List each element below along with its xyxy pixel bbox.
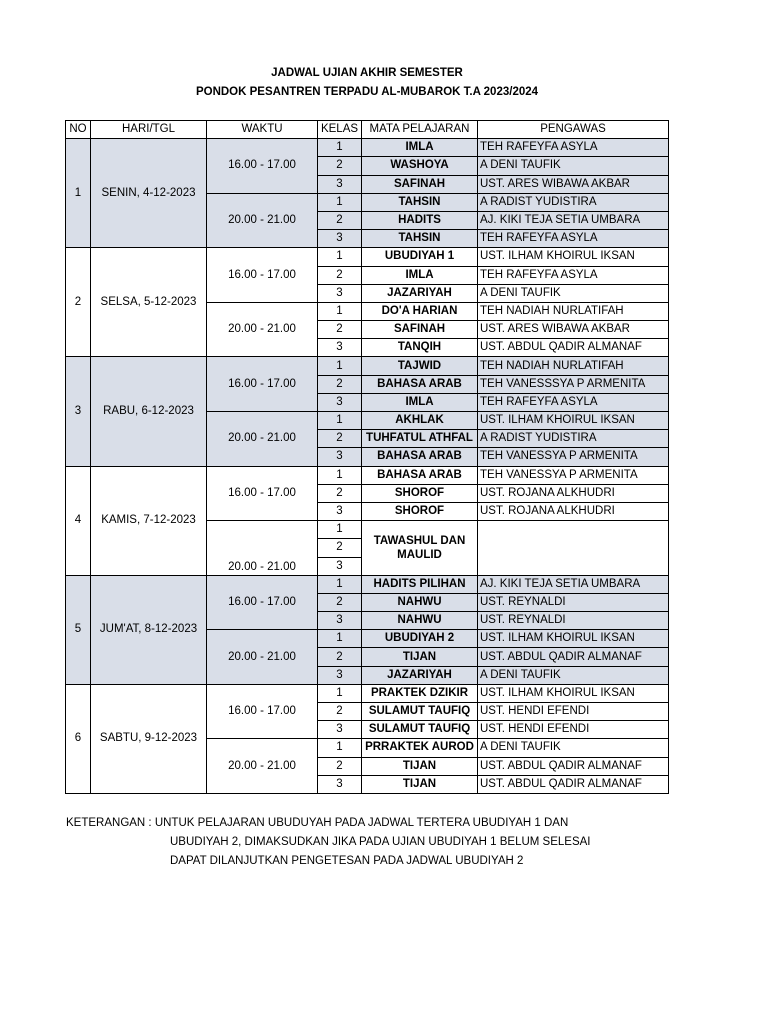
proctor-name: A RADIST YUDISTIRA	[478, 193, 669, 211]
document-subtitle: PONDOK PESANTREN TERPADU AL-MUBAROK T.A 2023/2024	[195, 86, 539, 98]
note-line: DAPAT DILANJUTKAN PENGETESAN PADA JADWAL UBUDIYAH 2	[170, 855, 524, 867]
subject-name: NAHWU	[362, 593, 478, 611]
subject-name: WASHOYA	[362, 157, 478, 175]
subject-name: TUHFATUL ATHFAL	[362, 430, 478, 448]
day-date: SABTU, 9-12-2023	[91, 684, 207, 793]
proctor-name	[478, 521, 669, 576]
class-number: 3	[318, 502, 362, 520]
document-title: JADWAL UJIAN AKHIR SEMESTER	[271, 67, 463, 79]
session-time: 20.00 - 21.00	[207, 739, 318, 794]
proctor-name: UST. ILHAM KHOIRUL IKSAN	[478, 684, 669, 702]
subject-name: BAHASA ARAB	[362, 448, 478, 466]
session-time: 20.00 - 21.00	[207, 302, 318, 357]
class-number: 3	[318, 557, 362, 575]
header-class: KELAS	[318, 121, 362, 139]
subject-name: PRAKTEK DZIKIR	[362, 684, 478, 702]
class-number: 1	[318, 739, 362, 757]
class-number: 1	[318, 302, 362, 320]
session-time: 16.00 - 17.00	[207, 357, 318, 412]
day-date: KAMIS, 7-12-2023	[91, 466, 207, 575]
session-time: 16.00 - 17.00	[207, 248, 318, 303]
header-day-date: HARI/TGL	[91, 121, 207, 139]
table-row	[66, 139, 669, 157]
subject-name: TIJAN	[362, 648, 478, 666]
day-date: JUM'AT, 8-12-2023	[91, 575, 207, 684]
proctor-name: A RADIST YUDISTIRA	[478, 430, 669, 448]
note-line: KETERANGAN : UNTUK PELAJARAN UBUDUYAH PADA JADWAL TERTERA UBUDIYAH 1 DAN	[66, 817, 569, 829]
class-number: 2	[318, 321, 362, 339]
day-number: 1	[66, 139, 91, 248]
class-number: 3	[318, 721, 362, 739]
subject-name: JAZARIYAH	[362, 284, 478, 302]
proctor-name: UST. HENDI EFENDI	[478, 703, 669, 721]
proctor-name: UST. ILHAM KHOIRUL IKSAN	[478, 412, 669, 430]
proctor-name: UST. ABDUL QADIR ALMANAF	[478, 339, 669, 357]
session-time: 20.00 - 21.00	[207, 630, 318, 685]
day-date: RABU, 6-12-2023	[91, 357, 207, 466]
table-header-row	[66, 121, 669, 139]
subject-name: BAHASA ARAB	[362, 375, 478, 393]
subject-name: UBUDIYAH 1	[362, 248, 478, 266]
subject-name: TAJWID	[362, 357, 478, 375]
subject-name: DO'A HARIAN	[362, 302, 478, 320]
day-number: 4	[66, 466, 91, 575]
proctor-name: A DENI TAUFIK	[478, 157, 669, 175]
subject-name: IMLA	[362, 139, 478, 157]
class-number: 1	[318, 139, 362, 157]
session-time: 16.00 - 17.00	[207, 466, 318, 521]
class-number: 2	[318, 157, 362, 175]
proctor-name: UST. ROJANA ALKHUDRI	[478, 502, 669, 520]
subject-name: NAHWU	[362, 612, 478, 630]
class-number: 3	[318, 775, 362, 793]
subject-name: SAFINAH	[362, 321, 478, 339]
proctor-name: TEH RAFEYFA ASYLA	[478, 230, 669, 248]
day-date: SELSA, 5-12-2023	[91, 248, 207, 357]
class-number: 3	[318, 339, 362, 357]
class-number: 2	[318, 539, 362, 557]
subject-name: SULAMUT TAUFIQ	[362, 721, 478, 739]
class-number: 2	[318, 266, 362, 284]
proctor-name: TEH RAFEYFA ASYLA	[478, 266, 669, 284]
class-number: 1	[318, 193, 362, 211]
class-number: 1	[318, 575, 362, 593]
table-row	[66, 466, 669, 484]
subject-name: TAHSIN	[362, 230, 478, 248]
notes-section	[66, 814, 591, 871]
header-no: NO	[66, 121, 91, 139]
proctor-name: AJ. KIKI TEJA SETIA UMBARA	[478, 575, 669, 593]
proctor-name: UST. ROJANA ALKHUDRI	[478, 484, 669, 502]
subject-name: SULAMUT TAUFIQ	[362, 703, 478, 721]
class-number: 1	[318, 357, 362, 375]
note-line: UBUDIYAH 2, DIMAKSUDKAN JIKA PADA UJIAN UBUDIYAH 1 BELUM SELESAI	[170, 836, 591, 848]
class-number: 1	[318, 684, 362, 702]
subject-name: JAZARIYAH	[362, 666, 478, 684]
class-number: 2	[318, 211, 362, 229]
session-time: 20.00 - 21.00	[207, 521, 318, 576]
table-row	[66, 575, 669, 593]
subject-name: TIJAN	[362, 757, 478, 775]
session-time: 16.00 - 17.00	[207, 139, 318, 194]
day-number: 6	[66, 684, 91, 793]
proctor-name: UST. ABDUL QADIR ALMANAF	[478, 648, 669, 666]
day-number: 3	[66, 357, 91, 466]
subject-name: SHOROF	[362, 484, 478, 502]
proctor-name: UST. ARES WIBAWA AKBAR	[478, 175, 669, 193]
day-number: 2	[66, 248, 91, 357]
proctor-name: UST. ARES WIBAWA AKBAR	[478, 321, 669, 339]
merged-subject: TAWASHUL DAN MAULID	[362, 521, 478, 576]
proctor-name: UST. ILHAM KHOIRUL IKSAN	[478, 630, 669, 648]
class-number: 3	[318, 230, 362, 248]
header-time: WAKTU	[207, 121, 318, 139]
subject-name: PRRAKTEK AUROD	[362, 739, 478, 757]
proctor-name: TEH VANESSYA P ARMENITA	[478, 466, 669, 484]
table-row	[66, 684, 669, 702]
class-number: 2	[318, 430, 362, 448]
day-number: 5	[66, 575, 91, 684]
proctor-name: TEH RAFEYFA ASYLA	[478, 393, 669, 411]
subject-name: HADITS	[362, 211, 478, 229]
proctor-name: UST. REYNALDI	[478, 612, 669, 630]
table-row	[66, 357, 669, 375]
class-number: 1	[318, 521, 362, 539]
session-time: 16.00 - 17.00	[207, 684, 318, 739]
subject-name: TANQIH	[362, 339, 478, 357]
class-number: 3	[318, 393, 362, 411]
class-number: 3	[318, 284, 362, 302]
class-number: 2	[318, 484, 362, 502]
proctor-name: UST. REYNALDI	[478, 593, 669, 611]
class-number: 2	[318, 375, 362, 393]
class-number: 3	[318, 612, 362, 630]
header-proctor: PENGAWAS	[478, 121, 669, 139]
class-number: 1	[318, 248, 362, 266]
subject-name: UBUDIYAH 2	[362, 630, 478, 648]
proctor-name: UST. ABDUL QADIR ALMANAF	[478, 775, 669, 793]
subject-name: TIJAN	[362, 775, 478, 793]
class-number: 2	[318, 757, 362, 775]
proctor-name: UST. ILHAM KHOIRUL IKSAN	[478, 248, 669, 266]
subject-name: IMLA	[362, 266, 478, 284]
proctor-name: A DENI TAUFIK	[478, 284, 669, 302]
class-number: 1	[318, 466, 362, 484]
exam-schedule-table	[65, 120, 669, 794]
session-time: 20.00 - 21.00	[207, 412, 318, 467]
proctor-name: A DENI TAUFIK	[478, 666, 669, 684]
subject-name: AKHLAK	[362, 412, 478, 430]
proctor-name: AJ. KIKI TEJA SETIA UMBARA	[478, 211, 669, 229]
class-number: 1	[318, 412, 362, 430]
class-number: 1	[318, 630, 362, 648]
class-number: 2	[318, 648, 362, 666]
session-time: 20.00 - 21.00	[207, 193, 318, 248]
schedule-body	[66, 139, 669, 794]
subject-name: IMLA	[362, 393, 478, 411]
table-row	[66, 248, 669, 266]
subject-name: SAFINAH	[362, 175, 478, 193]
proctor-name: TEH VANESSSYA P ARMENITA	[478, 375, 669, 393]
class-number: 3	[318, 448, 362, 466]
proctor-name: A DENI TAUFIK	[478, 739, 669, 757]
class-number: 3	[318, 175, 362, 193]
subject-name: HADITS PILIHAN	[362, 575, 478, 593]
header-subject: MATA PELAJARAN	[362, 121, 478, 139]
proctor-name: TEH NADIAH NURLATIFAH	[478, 302, 669, 320]
subject-name: TAHSIN	[362, 193, 478, 211]
proctor-name: TEH RAFEYFA ASYLA	[478, 139, 669, 157]
proctor-name: UST. ABDUL QADIR ALMANAF	[478, 757, 669, 775]
day-date: SENIN, 4-12-2023	[91, 139, 207, 248]
subject-name: BAHASA ARAB	[362, 466, 478, 484]
proctor-name: TEH VANESSYA P ARMENITA	[478, 448, 669, 466]
proctor-name: UST. HENDI EFENDI	[478, 721, 669, 739]
session-time: 16.00 - 17.00	[207, 575, 318, 630]
class-number: 2	[318, 703, 362, 721]
class-number: 2	[318, 593, 362, 611]
proctor-name: TEH NADIAH NURLATIFAH	[478, 357, 669, 375]
subject-name: SHOROF	[362, 502, 478, 520]
class-number: 3	[318, 666, 362, 684]
